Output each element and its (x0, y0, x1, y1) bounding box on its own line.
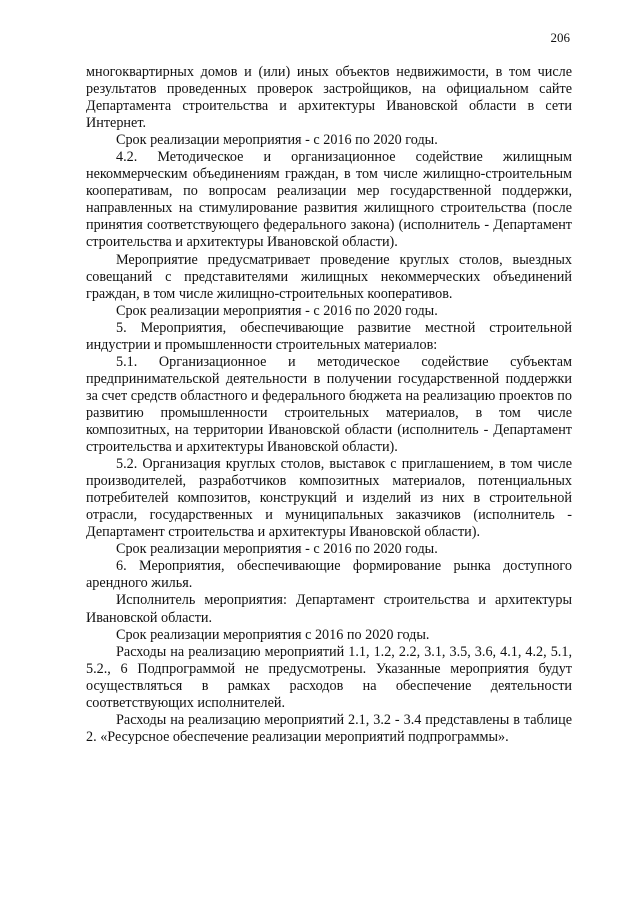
paragraph: Мероприятие предусматривает проведение круглых столов, выездных совещаний с представителями жилищных некоммерческих объединений граждан, в том числе жилищно-строительных кооперативов. (86, 251, 572, 302)
paragraph: Расходы на реализацию мероприятий 2.1, 3.2 - 3.4 представлены в таблице 2. «Ресурсное обеспечение реализации мероприятий подпрограммы». (86, 711, 572, 745)
page-number: 206 (550, 30, 570, 45)
paragraph: Срок реализации мероприятия - с 2016 по 2020 годы. (116, 132, 438, 149)
paragraph: Срок реализации мероприятия - с 2016 по 2020 годы. (116, 302, 438, 319)
paragraph: Срок реализации мероприятия с 2016 по 2020 годы. (116, 626, 430, 643)
paragraph: 4.2. Методическое и организационное содействие жилищным некоммерческим объединениям граждан, в том числе жилищно-строительным кооперативам, по вопросам реализации мер государственной поддержки, направленных на стимулирование развития жилищного строительства (после принятия соответствующего федерального закона) (исполнитель - Департамент строительства и архитектуры Ивановской области). (86, 149, 572, 251)
paragraph: Срок реализации мероприятия - с 2016 по 2020 годы. (116, 541, 438, 558)
paragraph: Расходы на реализацию мероприятий 1.1, 1.2, 2.2, 3.1, 3.5, 3.6, 4.1, 4.2, 5.1, 5.2., 6 Подпрограммой не предусмотрены. Указанные мероприятия будут осуществляться в рамках расходов на обеспечение деятельности соответствующих исполнителей. (86, 643, 572, 711)
document-body (86, 64, 572, 746)
paragraph: 6. Мероприятия, обеспечивающие формирование рынка доступного арендного жилья. (86, 558, 572, 592)
paragraph: многоквартирных домов и (или) иных объектов недвижимости, в том числе результатов проведенных проверок застройщиков, на официальном сайте Департамента строительства и архитектуры Ивановской области в сети Интернет. (86, 64, 572, 132)
paragraph: 5.1. Организационное и методическое содействие субъектам предпринимательской деятельности в получении государственной поддержки за счет средств областного и федерального бюджета на реализацию проектов по развитию промышленности строительных материалов, в том числе композитных, на территории Ивановской области (исполнитель - Департамент строительства и архитектуры Ивановской области). (86, 353, 572, 456)
paragraph: 5. Мероприятия, обеспечивающие развитие местной строительной индустрии и промышленности строительных материалов: (86, 319, 572, 353)
paragraph: Исполнитель мероприятия: Департамент строительства и архитектуры Ивановской области. (86, 592, 572, 626)
paragraph: 5.2. Организация круглых столов, выставок с приглашением, в том числе производителей, разработчиков композитных материалов, потенциальных потребителей композитов, конструкций и изделий из них в строительной отрасли, государственных и муниципальных заказчиков (исполнитель - Департамент строительства и архитектуры Ивановской области). (86, 456, 572, 541)
